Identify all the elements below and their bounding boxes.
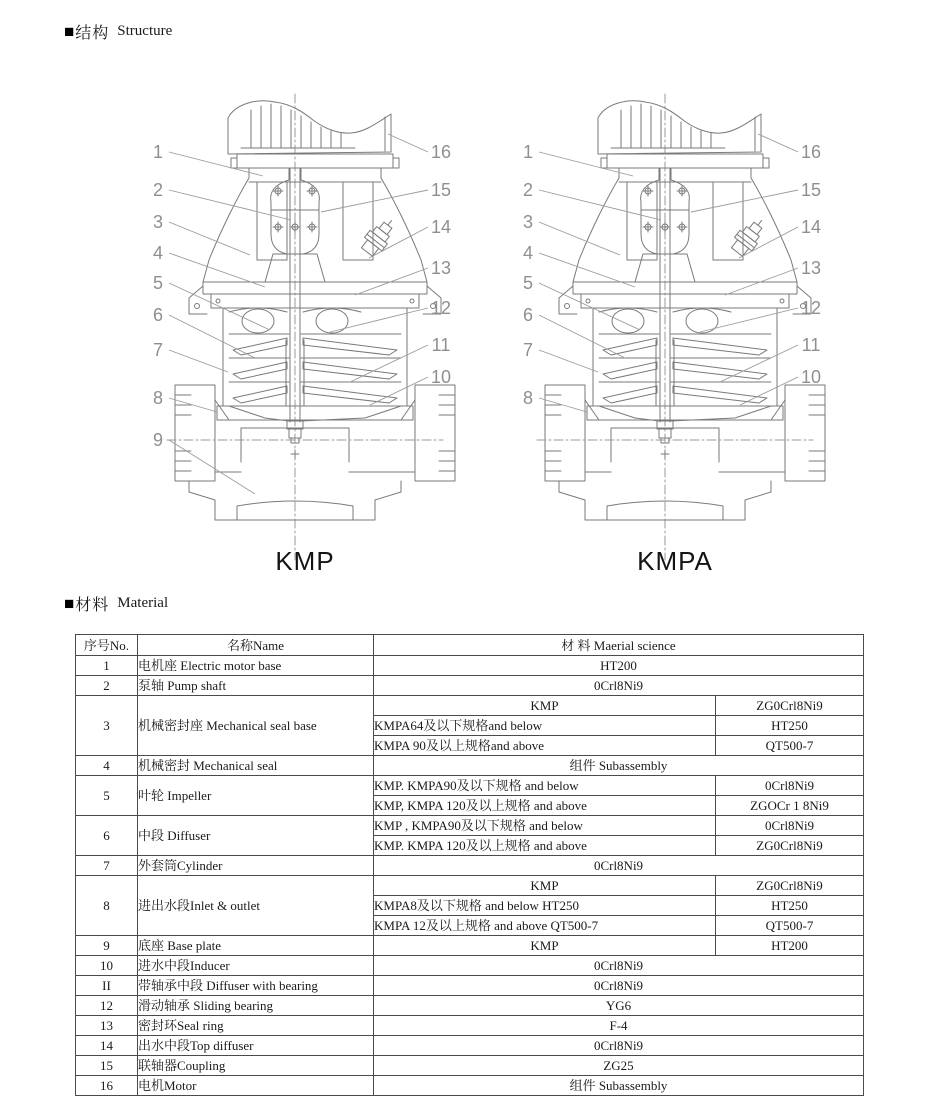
material-title-zh: 材料	[75, 597, 110, 614]
cell-material: 0Crl8Ni9	[374, 956, 864, 976]
kmp-pump-drawing	[145, 90, 465, 565]
cell-no: 9	[76, 936, 138, 956]
table-row	[76, 696, 864, 716]
cell-material-value: ZG0Crl8Ni9	[716, 836, 864, 856]
cell-material-variant: KMP. KMPA90及以下规格 and below	[374, 776, 716, 796]
cell-material-variant: KMP. KMPA 120及以上规格 and above	[374, 836, 716, 856]
cell-name: 滑动轴承 Sliding bearing	[138, 996, 374, 1016]
structure-section-header	[64, 20, 172, 43]
black-square-icon: ■	[64, 21, 75, 41]
callout-number: 1	[522, 142, 534, 162]
callout-leader-line	[539, 152, 633, 176]
kmpa-label: KMPA	[637, 546, 713, 576]
callout-number: 13	[430, 258, 452, 278]
cell-name: 泵轴 Pump shaft	[138, 676, 374, 696]
cell-material-variant: KMPA 90及以上规格and above	[374, 736, 716, 756]
cell-material-value: ZG0Crl8Ni9	[716, 696, 864, 716]
table-row	[76, 856, 864, 876]
callout-number: 13	[800, 258, 822, 278]
cell-material: 0Crl8Ni9	[374, 1036, 864, 1056]
callout-leader-line	[321, 190, 428, 212]
callout-number: 12	[430, 298, 452, 318]
callout-leader-line	[388, 134, 428, 152]
table-row	[76, 876, 864, 896]
cell-no: 10	[76, 956, 138, 976]
table-row	[76, 816, 864, 836]
table-row	[76, 1076, 864, 1096]
callout-leader-line	[169, 152, 263, 176]
cell-name: 进出水段Inlet & outlet	[138, 876, 374, 936]
pump-cross-section	[167, 94, 455, 560]
callout-leader-line	[539, 190, 661, 220]
callout-leader-line	[691, 190, 798, 212]
callout-leader-line	[720, 345, 798, 382]
cell-no: 3	[76, 696, 138, 756]
material-title-en: Material	[117, 595, 169, 611]
cell-no: 12	[76, 996, 138, 1016]
material-section-header	[64, 592, 168, 615]
cell-material: HT200	[374, 656, 864, 676]
callout-number: 2	[152, 180, 164, 200]
table-row	[76, 1056, 864, 1076]
cell-material-value: QT500-7	[716, 736, 864, 756]
table-row	[76, 676, 864, 696]
cell-no: 4	[76, 756, 138, 776]
kmp-label: KMP	[275, 546, 335, 576]
callout-number: 9	[152, 430, 164, 450]
cell-material-variant: KMP, KMPA 120及以上规格 and above	[374, 796, 716, 816]
cell-material-value: HT250	[716, 896, 864, 916]
callout-leader-line	[539, 222, 620, 255]
cell-material-variant: KMP	[374, 936, 716, 956]
cell-name: 机械密封 Mechanical seal	[138, 756, 374, 776]
cell-material-variant: KMP , KMPA90及以下规格 and below	[374, 816, 716, 836]
cell-no: 1	[76, 656, 138, 676]
cell-material-value: ZG0Crl8Ni9	[716, 876, 864, 896]
cell-material-value: ZGOCr 1 8Ni9	[716, 796, 864, 816]
callout-number: 7	[522, 340, 534, 360]
cell-material-value: HT200	[716, 936, 864, 956]
callout-number: 8	[152, 388, 164, 408]
callout-number: 3	[152, 212, 164, 232]
table-row	[76, 776, 864, 796]
material-table	[75, 634, 864, 1096]
kmpa-pump-drawing	[515, 90, 835, 565]
table-row	[76, 996, 864, 1016]
cell-no: 2	[76, 676, 138, 696]
callout-number: 14	[800, 217, 822, 237]
callout-leader-line	[169, 350, 228, 372]
table-row	[76, 656, 864, 676]
cell-name: 出水中段Top diffuser	[138, 1036, 374, 1056]
callout-leader-line	[169, 440, 255, 494]
callout-number: 3	[522, 212, 534, 232]
callout-leader-line	[169, 190, 291, 220]
structure-title-zh: 结构	[75, 25, 110, 42]
callout-number: 6	[152, 305, 164, 325]
callout-number: 5	[522, 273, 534, 293]
cell-name: 外套筒Cylinder	[138, 856, 374, 876]
callout-leader-line	[370, 377, 428, 405]
cell-name: 密封环Seal ring	[138, 1016, 374, 1036]
callout-leader-line	[758, 134, 798, 152]
table-row	[76, 1036, 864, 1056]
table-row	[76, 936, 864, 956]
callout-leader-line	[330, 308, 428, 332]
cell-material: ZG25	[374, 1056, 864, 1076]
callout-number: 15	[800, 180, 822, 200]
cell-material: 组件 Subassembly	[374, 1076, 864, 1096]
callout-leader-line	[350, 345, 428, 382]
header-no: 序号No.	[76, 635, 138, 656]
cell-name: 底座 Base plate	[138, 936, 374, 956]
cell-name: 电机座 Electric motor base	[138, 656, 374, 676]
callout-leader-line	[169, 222, 250, 255]
cell-name: 机械密封座 Mechanical seal base	[138, 696, 374, 756]
cell-no: 16	[76, 1076, 138, 1096]
cell-no: 5	[76, 776, 138, 816]
table-body	[76, 656, 864, 1096]
cell-no: 6	[76, 816, 138, 856]
cell-no: 13	[76, 1016, 138, 1036]
cell-material: 0Crl8Ni9	[374, 976, 864, 996]
cell-material: 组件 Subassembly	[374, 756, 864, 776]
callout-number: 7	[152, 340, 164, 360]
callout-number: 1	[152, 142, 164, 162]
kmpa-callouts	[523, 134, 821, 412]
cell-no: II	[76, 976, 138, 996]
cell-material-variant: KMPA 12及以上规格 and above QT500-7	[374, 916, 716, 936]
cell-material-variant: KMPA8及以下规格 and below HT250	[374, 896, 716, 916]
callout-number: 10	[430, 367, 452, 387]
callout-number: 15	[430, 180, 452, 200]
callout-number: 5	[152, 273, 164, 293]
structure-title-en: Structure	[117, 23, 173, 39]
callout-number: 4	[522, 243, 534, 263]
cell-no: 7	[76, 856, 138, 876]
cell-material: 0Crl8Ni9	[374, 856, 864, 876]
cell-name: 带轴承中段 Diffuser with bearing	[138, 976, 374, 996]
callout-number: 10	[800, 367, 822, 387]
callout-number: 8	[522, 388, 534, 408]
cell-material-value: QT500-7	[716, 916, 864, 936]
callout-leader-line	[700, 308, 798, 332]
cell-name: 进水中段Inducer	[138, 956, 374, 976]
pump-cross-section	[537, 94, 825, 560]
table-header-row	[76, 635, 864, 656]
callout-number: 14	[430, 217, 452, 237]
cell-no: 8	[76, 876, 138, 936]
callout-leader-line	[539, 350, 598, 372]
cell-no: 14	[76, 1036, 138, 1056]
cell-material: F-4	[374, 1016, 864, 1036]
callout-number: 11	[801, 335, 821, 355]
callout-number: 12	[800, 298, 822, 318]
cell-no: 15	[76, 1056, 138, 1076]
cell-material: 0Crl8Ni9	[374, 676, 864, 696]
cell-name: 电机Motor	[138, 1076, 374, 1096]
table-row	[76, 756, 864, 776]
callout-number: 2	[522, 180, 534, 200]
callout-leader-line	[740, 377, 798, 405]
callout-number: 6	[522, 305, 534, 325]
cell-material-variant: KMP	[374, 876, 716, 896]
callout-number: 11	[431, 335, 451, 355]
callout-number: 4	[152, 243, 164, 263]
header-material: 材 料 Maerial science	[374, 635, 864, 656]
table-row	[76, 956, 864, 976]
table-row	[76, 1016, 864, 1036]
table-row	[76, 976, 864, 996]
cell-material-value: HT250	[716, 716, 864, 736]
cell-name: 叶轮 Impeller	[138, 776, 374, 816]
cell-material: YG6	[374, 996, 864, 1016]
callout-number: 16	[800, 142, 822, 162]
cell-material-value: 0Crl8Ni9	[716, 776, 864, 796]
cell-material-variant: KMP	[374, 696, 716, 716]
cell-material-value: 0Crl8Ni9	[716, 816, 864, 836]
header-name: 名称Name	[138, 635, 374, 656]
cell-material-variant: KMPA64及以下规格and below	[374, 716, 716, 736]
cell-name: 中段 Diffuser	[138, 816, 374, 856]
callout-number: 16	[430, 142, 452, 162]
cell-name: 联轴器Coupling	[138, 1056, 374, 1076]
black-square-icon: ■	[64, 593, 75, 613]
